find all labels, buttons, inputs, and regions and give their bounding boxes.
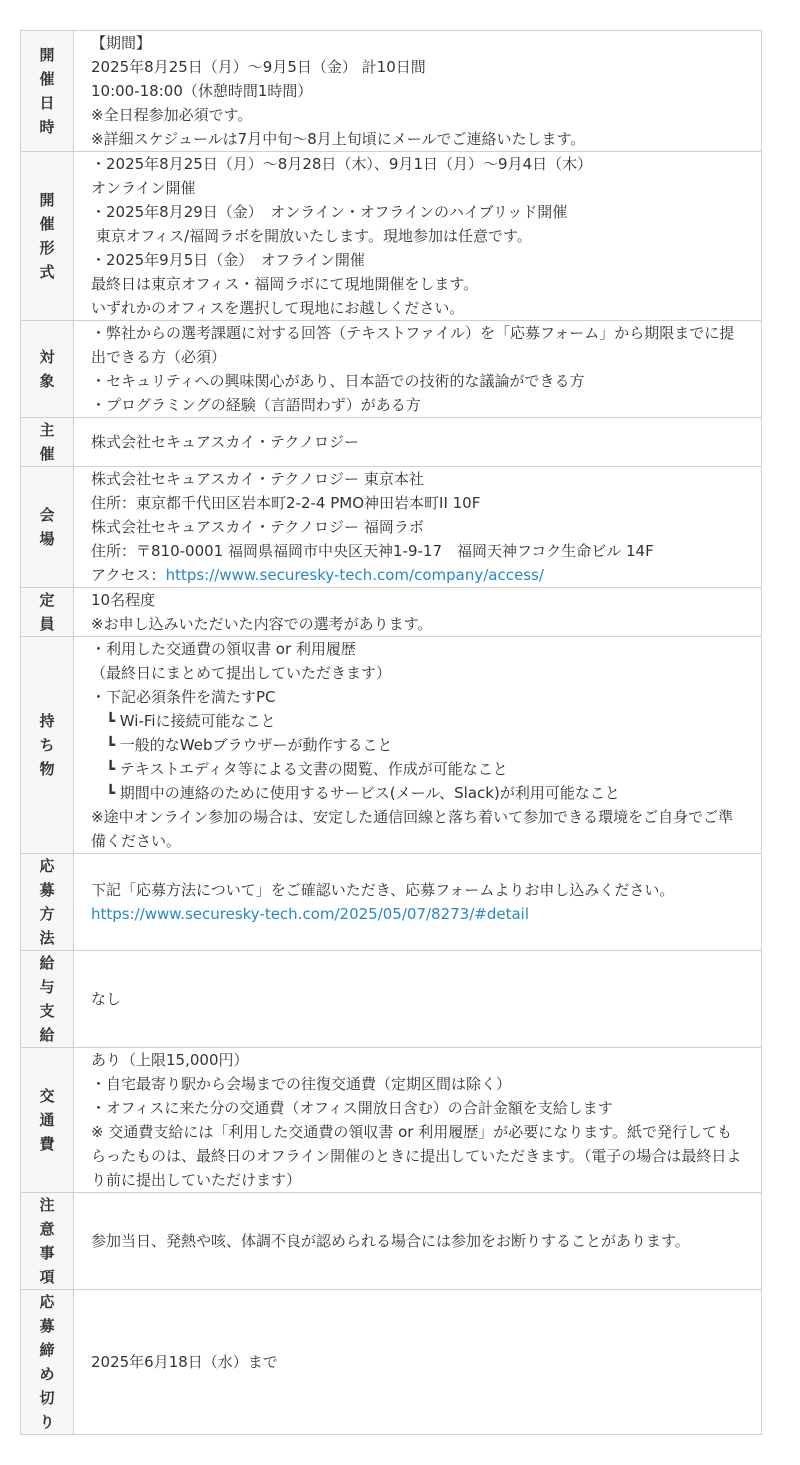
row-label [21,1193,74,1290]
label-char: 給 [39,954,55,972]
value-line: ・オフィスに来た分の交通費（オフィス開放日含む）の合計金額を支給します [91,1099,613,1117]
value-line: なし [91,990,122,1008]
label-char: 持 [39,712,55,730]
label-char: 象 [39,372,55,390]
label-char: 催 [39,70,55,88]
row-application-method [21,854,762,951]
row-value [74,951,762,1048]
label-char: 交 [39,1087,55,1105]
row-label [21,637,74,854]
value-line: ┗ 一般的なWebブラウザーが動作すること [91,736,393,754]
row-value [74,1290,762,1435]
label-char: 対 [39,348,55,366]
row-capacity [21,588,762,637]
row-label [21,1048,74,1193]
value-line: ・弊社からの選考課題に対する回答（テキストファイル）を「応募フォーム」から期限までに提出できる方（必須） [91,324,735,366]
label-char: め [39,1365,55,1383]
link-line [91,902,745,926]
value-line: 【期間】 [91,34,152,52]
label-char: 時 [39,118,55,136]
label-char: 式 [39,263,55,281]
row-label [21,31,74,152]
value-line: ※お申し込みいただいた内容での選考があります。 [91,615,433,633]
row-label [21,854,74,951]
label-char: 場 [39,530,55,548]
value-line: ・2025年9月5日（金） オフライン開催 [91,251,365,269]
value-line: 2025年8月25日（月）〜9月5日（金） 計10日間 [91,58,426,76]
row-value [74,31,762,152]
label-char: 日 [39,94,55,112]
value-line: 東京オフィス/福岡ラボを開放いたします。現地参加は任意です。 [91,227,532,245]
label-char: 注 [39,1196,55,1214]
value-line: ・下記必須条件を満たすPC [91,688,276,706]
row-label [21,588,74,637]
row-organizer [21,418,762,467]
access-label: アクセス： [91,566,166,584]
value-line: いずれかのオフィスを選択して現地にお越しください。 [91,299,465,317]
access-line [91,563,745,587]
value-line: 住所：東京都千代田区岩本町2-2-4 PMO神田岩本町II 10F [91,494,481,512]
application-link[interactable]: https://www.securesky-tech.com/2025/05/07/8273/#detail [91,905,530,923]
label-char: り [39,1413,55,1431]
label-char: 催 [39,215,55,233]
value-line: 参加当日、発熱や咳、体調不良が認められる場合には参加をお断りすることがあります。 [91,1232,690,1250]
row-label [21,152,74,321]
row-notes [21,1193,762,1290]
value-line: ※ 交通費支給には「利用した交通費の領収書 or 利用履歴」が必要になります。紙で発行してもらったものは、最終日のオフライン開催のときに提出していただきます。（電子の場合は最終日より前に提出していただけます） [91,1123,742,1189]
access-link[interactable]: https://www.securesky-tech.com/company/access/ [165,566,544,584]
row-label [21,1290,74,1435]
label-char: 費 [39,1135,55,1153]
label-char: 会 [39,506,55,524]
label-char: 募 [39,881,55,899]
value-line: ※途中オンライン参加の場合は、安定した通信回線と落ち着いて参加できる環境をご自身でご準備ください。 [91,808,734,850]
label-char: 応 [39,857,55,875]
label-char: 形 [39,239,55,257]
value-line: ※詳細スケジュールは7月中旬〜8月上旬頃にメールでご連絡いたします。 [91,130,586,148]
label-char: 切 [39,1389,55,1407]
label-char: 通 [39,1111,55,1129]
label-char: 応 [39,1293,55,1311]
row-label [21,321,74,418]
row-salary [21,951,762,1048]
label-char: 物 [39,760,55,778]
label-char: 給 [39,1026,55,1044]
label-char: 開 [39,46,55,64]
value-line: あり（上限15,000円） [91,1051,249,1069]
row-value [74,588,762,637]
row-label [21,418,74,467]
label-char: 方 [39,905,55,923]
label-char: 事 [39,1244,55,1262]
value-line: ┗ Wi-Fiに接続可能なこと [91,712,276,730]
row-venue [21,467,762,588]
value-line: ┗ 期間中の連絡のために使用するサービス(メール、Slack)が利用可能なこと [91,784,620,802]
label-char: 締 [39,1341,55,1359]
value-line: ※全日程参加必須です。 [91,106,253,124]
label-char: 項 [39,1268,55,1286]
value-line: ・プログラミングの経験（言語問わず）がある方 [91,396,421,414]
value-line: ・セキュリティへの興味関心があり、日本語での技術的な議論ができる方 [91,372,585,390]
row-label [21,467,74,588]
label-char: 与 [39,978,55,996]
value-line: 2025年6月18日（水）まで [91,1353,278,1371]
value-line: 下記「応募方法について」をご確認いただき、応募フォームよりお申し込みください。 [91,881,675,899]
row-value [74,418,762,467]
label-char: 法 [39,929,55,947]
row-format [21,152,762,321]
label-char: ち [39,736,55,754]
row-target [21,321,762,418]
value-line: ・自宅最寄り駅から会場までの往復交通費（定期区間は除く） [91,1075,512,1093]
row-value [74,1193,762,1290]
row-value [74,467,762,588]
label-char: 支 [39,1002,55,1020]
label-char: 催 [39,445,55,463]
label-char: 員 [39,615,55,633]
row-label [21,951,74,1048]
event-info-table [20,30,762,1435]
label-char: 意 [39,1220,55,1238]
row-deadline [21,1290,762,1435]
row-belongings [21,637,762,854]
row-value [74,152,762,321]
value-line: 住所：〒810-0001 福岡県福岡市中央区天神1-9-17 福岡天神フコク生命ビル 14F [91,542,654,560]
value-line: ・2025年8月29日（金） オンライン・オフラインのハイブリッド開催 [91,203,568,221]
value-line: 10:00-18:00（休憩時間1時間） [91,82,313,100]
value-line: ┗ テキストエディタ等による文書の閲覧、作成が可能なこと [91,760,508,778]
label-char: 主 [39,421,55,439]
row-value [74,1048,762,1193]
label-char: 募 [39,1317,55,1335]
row-schedule [21,31,762,152]
value-line: 株式会社セキュアスカイ・テクノロジー 東京本社 [91,470,424,488]
row-transport [21,1048,762,1193]
value-line: ・2025年8月25日（月）〜8月28日（木）、9月1日（月）〜9月4日（木） [91,155,593,173]
value-line: 株式会社セキュアスカイ・テクノロジー [91,433,360,451]
label-char: 定 [39,591,55,609]
value-line: 最終日は東京オフィス・福岡ラボにて現地開催をします。 [91,275,479,293]
value-line: 株式会社セキュアスカイ・テクノロジー 福岡ラボ [91,518,424,536]
value-line: ・利用した交通費の領収書 or 利用履歴 [91,640,356,658]
row-value [74,321,762,418]
value-line: （最終日にまとめて提出していただきます） [91,664,392,682]
label-char: 開 [39,191,55,209]
row-value [74,637,762,854]
row-value [74,854,762,951]
value-line: 10名程度 [91,591,156,609]
value-line: オンライン開催 [91,179,196,197]
